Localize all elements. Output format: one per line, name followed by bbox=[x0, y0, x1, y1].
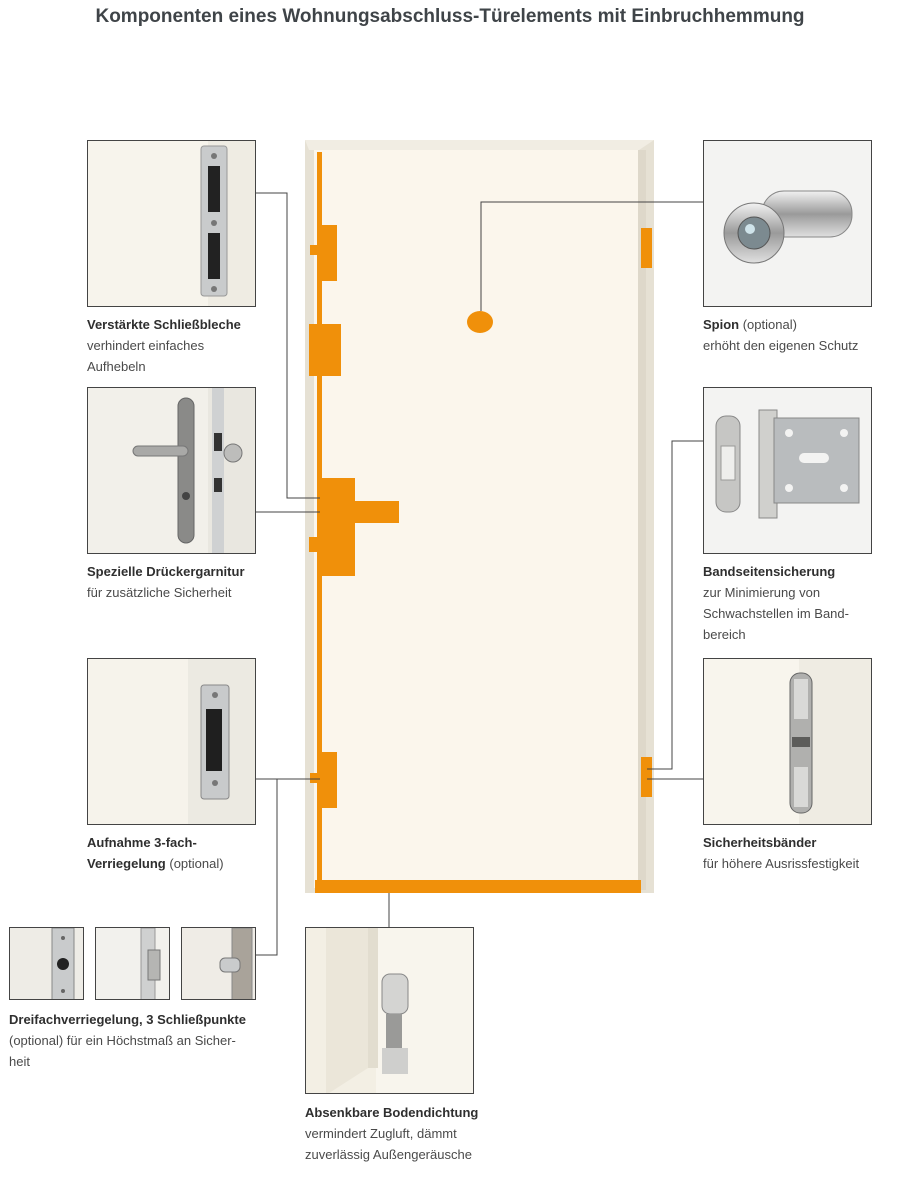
caption-baender: Sicherheitsbänder für höhere Ausrissfestigkeit bbox=[703, 835, 860, 871]
photo-dreifach-1 bbox=[9, 927, 84, 1000]
caption-title: Bandseitensicherung bbox=[703, 564, 836, 579]
locking-receiver-illustration bbox=[88, 659, 256, 825]
photo-boden bbox=[305, 927, 474, 1094]
lower-strike-highlight bbox=[320, 752, 337, 808]
photo-bandseiten bbox=[703, 387, 872, 554]
handle-highlight bbox=[320, 501, 399, 523]
caption-title: Spezielle Drückergarnitur bbox=[87, 564, 245, 579]
photo-spion bbox=[703, 140, 872, 307]
caption-druecker: Spezielle Drückergarnitur für zusätzliche Sicherheit bbox=[87, 564, 245, 600]
photo-dreifach-3 bbox=[181, 927, 256, 1000]
photo-baender bbox=[703, 658, 872, 825]
main-lock-highlight bbox=[320, 478, 355, 576]
caption-title: Verstärkte Schließbleche bbox=[87, 317, 241, 332]
photo-schliessbleche bbox=[87, 140, 256, 307]
caption-title: Dreifachverriegelung, 3 Schließpunkte bbox=[9, 1012, 246, 1027]
photo-dreifach-2 bbox=[95, 927, 170, 1000]
caption-title: Aufnahme 3-fach- bbox=[87, 835, 197, 850]
hinge-side-security-illustration bbox=[704, 388, 872, 554]
connector-dreifach bbox=[256, 779, 277, 955]
lower-hinge-highlight bbox=[641, 757, 652, 797]
upper-hinge-highlight bbox=[641, 228, 652, 268]
photo-druecker bbox=[87, 387, 256, 554]
caption-title: Absenkbare Bodendichtung bbox=[305, 1105, 479, 1120]
caption-schliessbleche: Verstärkte Schließbleche verhindert einfaches Aufhebeln bbox=[87, 317, 241, 374]
page-title: Komponenten eines Wohnungsabschluss-Türelements mit Einbruchhemmung bbox=[95, 6, 805, 27]
caption-title: Spion bbox=[703, 317, 740, 332]
peephole-highlight bbox=[467, 311, 493, 333]
photo-aufnahme bbox=[87, 658, 256, 825]
upper-bolt-highlight bbox=[309, 324, 341, 376]
strike-plate-illustration bbox=[88, 141, 256, 307]
handle-illustration bbox=[88, 388, 256, 554]
caption-dreifach: Dreifachverriegelung, 3 Schließpunkte (optional) für ein Höchstmaß an Sicher- heit bbox=[9, 1012, 246, 1069]
upper-strike-highlight bbox=[320, 225, 337, 281]
caption-bandseiten: Bandseitensicherung zur Minimierung von Schwachstellen im Band- bereich bbox=[703, 564, 849, 642]
caption-aufnahme: Aufnahme 3-fach- Verriegelung (optional) bbox=[87, 835, 224, 871]
security-hinge-illustration bbox=[704, 659, 872, 825]
peephole-illustration bbox=[704, 141, 872, 307]
caption-boden: Absenkbare Bodendichtung vermindert Zugluft, dämmt zuverlässig Außengeräusche bbox=[305, 1105, 479, 1162]
bottom-seal-highlight bbox=[315, 880, 641, 893]
caption-spion: Spion (optional) erhöht den eigenen Schutz bbox=[703, 317, 859, 353]
floor-seal-illustration bbox=[306, 928, 474, 1094]
connector-bandseiten bbox=[647, 441, 703, 769]
caption-title: Sicherheitsbänder bbox=[703, 835, 817, 850]
